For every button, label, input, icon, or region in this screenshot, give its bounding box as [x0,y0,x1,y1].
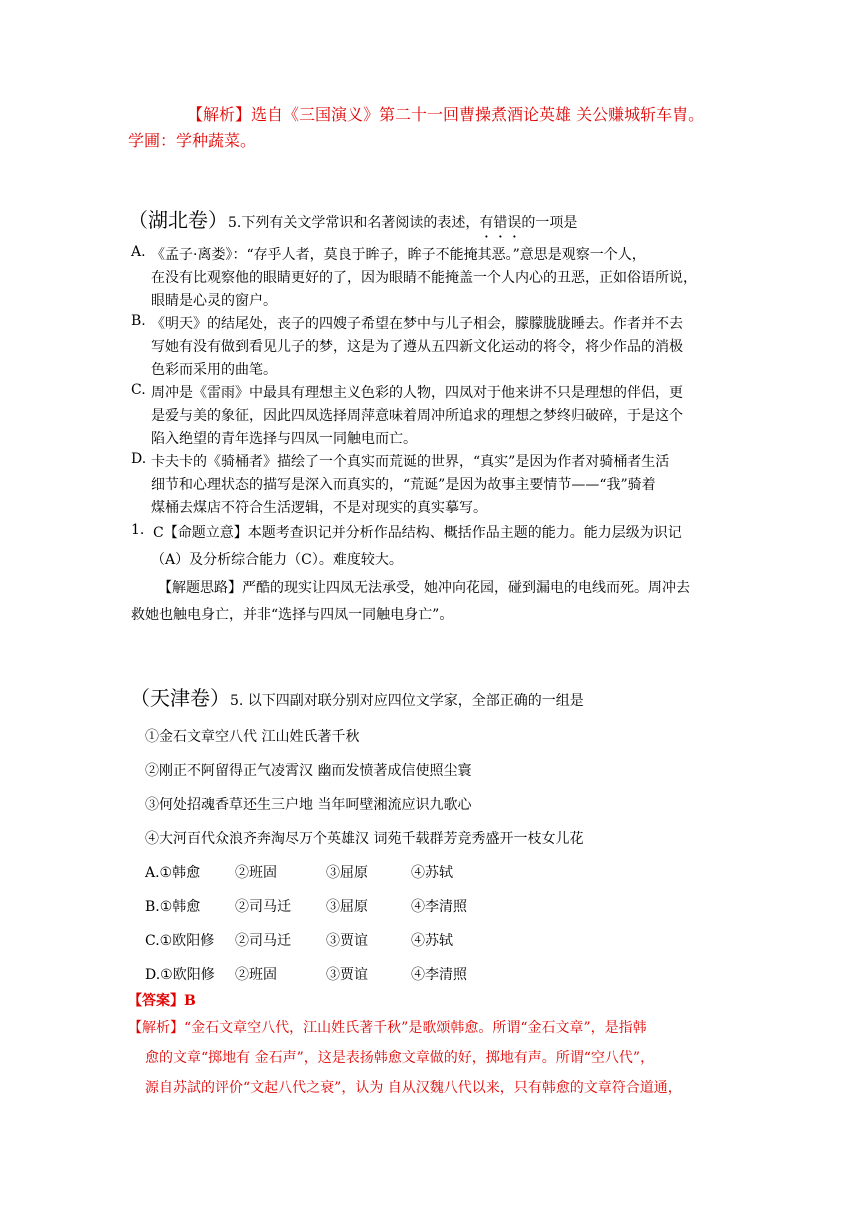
option-label-d: D. [131,451,147,467]
prev-analysis-line2: 学圃：学种蔬菜。 [128,131,257,150]
choice-b-writer4: ④李清照 [411,899,467,915]
option-b-line3: 色彩而采用的曲笔。 [151,362,277,378]
option-d-line2: 细节和心理状态的描写是深入而真实的，“荒诞”是因为故事主要情节——“我”骑着 [151,477,656,493]
emphasis-char: 错 [493,215,508,231]
option-label-a: A. [131,244,146,260]
thinking-line1: 【解题思路】严酷的现实让四凤无法承受，她冲向花园，碰到漏电的电线而死。周冲去 [158,580,690,596]
tianjin-answer: 【答案】B [128,993,196,1009]
choice-a-writer4: ④苏轼 [411,865,453,881]
option-a-line3: 眼睛是心灵的窗户。 [151,293,277,309]
choice-d-writer4: ④李清照 [411,967,467,983]
choice-d-writer3: ③贾谊 [326,967,368,983]
choice-d-writer1: D.①欧阳修 [145,967,215,983]
choice-d-writer2: ②班固 [235,967,277,983]
prev-analysis-line1: 【解析】选自《三国演义》第二十一回曹操煮酒论英雄 关公赚城斩车胄。 [187,105,705,124]
option-d-line3: 煤桶去煤店不符合生活逻辑，不是对现实的真实摹写。 [151,500,487,516]
choice-b-writer3: ③屈原 [326,899,368,915]
tianjin-question-text: 5. 以下四副对联分别对应四位文学家，全部正确的一组是 [230,693,584,709]
couplet-2: ②刚正不阿留得正气凌霄汉 幽而发愤著成信使照尘寰 [145,763,472,779]
option-c-line2: 是爱与美的象征，因此四凤选择周萍意味着周冲所追求的理想之梦终归破碎，于是这个 [151,408,683,424]
section-title-tianjin: （天津卷） [130,686,230,710]
choice-a-writer3: ③屈原 [326,865,368,881]
choice-a-writer2: ②班固 [235,865,277,881]
hubei-question-prefix: 5.下列有关文学常识和名著阅读的表述， [228,215,480,231]
tianjin-analysis-line1: 【解析】“金石文章空八代，江山姓氏著千秋”是歌颂韩愈。所谓“金石文章”，是指韩 [128,1020,647,1036]
tianjin-analysis-line2: 愈的文章“掷地有 金石声”，这是表扬韩愈文章做的好，掷地有声。所谓“空八代”， [145,1050,655,1066]
tianjin-analysis-line3: 源自苏試的评价“文起八代之衰”，认为 自从汉魏八代以来，只有韩愈的文章符合道通， [145,1080,682,1096]
option-b-line2: 写她有没有做到看见儿子的梦，这是为了遵从五四新文化运动的将令，将少作品的消极 [151,339,683,355]
choice-c-writer2: ②司马迁 [235,933,291,949]
option-c-line1: 周冲是《雷雨》中最具有理想主义色彩的人物，四凤对于他来讲不只是理想的伴侣，更 [151,385,683,401]
couplet-3: ③何处招魂香草还生三户地 当年呵壁湘流应识九歌心 [145,797,472,813]
choice-c-writer4: ④苏轼 [411,933,453,949]
emphasis-char: 误 [507,215,522,231]
tianjin-question [130,682,584,711]
answer-number: 1. [131,522,145,538]
option-d-line1: 卡夫卡的《骑桶者》描绘了一个真实而荒诞的世界，“真实”是因为作者对骑桶者生活 [151,454,670,470]
emphasis-char: 有 [479,215,494,231]
choice-c-writer1: C.①欧阳修 [145,933,215,949]
choice-b-writer2: ②司马迁 [235,899,291,915]
option-a-line1: 《孟子·离娄》：“存乎人者，莫良于眸子，眸子不能掩其恶。”意思是观察一个人， [151,247,646,263]
option-label-b: B. [131,313,146,329]
option-a-line2: 在没有比观察他的眼睛更好的了，因为眼睛不能掩盖一个人内心的丑恶，正如俗语所说， [151,270,697,286]
option-b-line1: 《明天》的结尾处，丧子的四嫂子希望在梦中与儿子相会，朦朦胧胧睡去。作者并不去 [151,316,683,332]
choice-c-writer3: ③贾谊 [326,933,368,949]
hubei-question [128,204,577,233]
section-title-hubei: （湖北卷） [128,208,228,232]
answer-line2: （A）及分析综合能力（C）。难度较大。 [151,552,403,568]
choice-a-writer1: A.①韩愈 [145,865,201,881]
hubei-question-suffix: 的一项是 [521,215,578,231]
couplet-4: ④大河百代众浪齐奔淘尽万个英雄汉 词苑千载群芳竞秀盛开一枝女儿花 [145,831,584,847]
option-label-c: C. [131,382,146,398]
option-c-line3: 陷入绝望的青年选择与四凤一同触电而亡。 [151,431,417,447]
thinking-line2: 救她也触电身亡，并非“选择与四凤一同触电身亡”。 [131,607,454,623]
couplet-1: ①金石文章空八代 江山姓氏著千秋 [145,729,360,745]
choice-b-writer1: B.①韩愈 [145,899,201,915]
answer-line1: C【命题立意】本题考查识记并分析作品结构、概括作品主题的能力。能力层级为识记 [153,525,682,541]
